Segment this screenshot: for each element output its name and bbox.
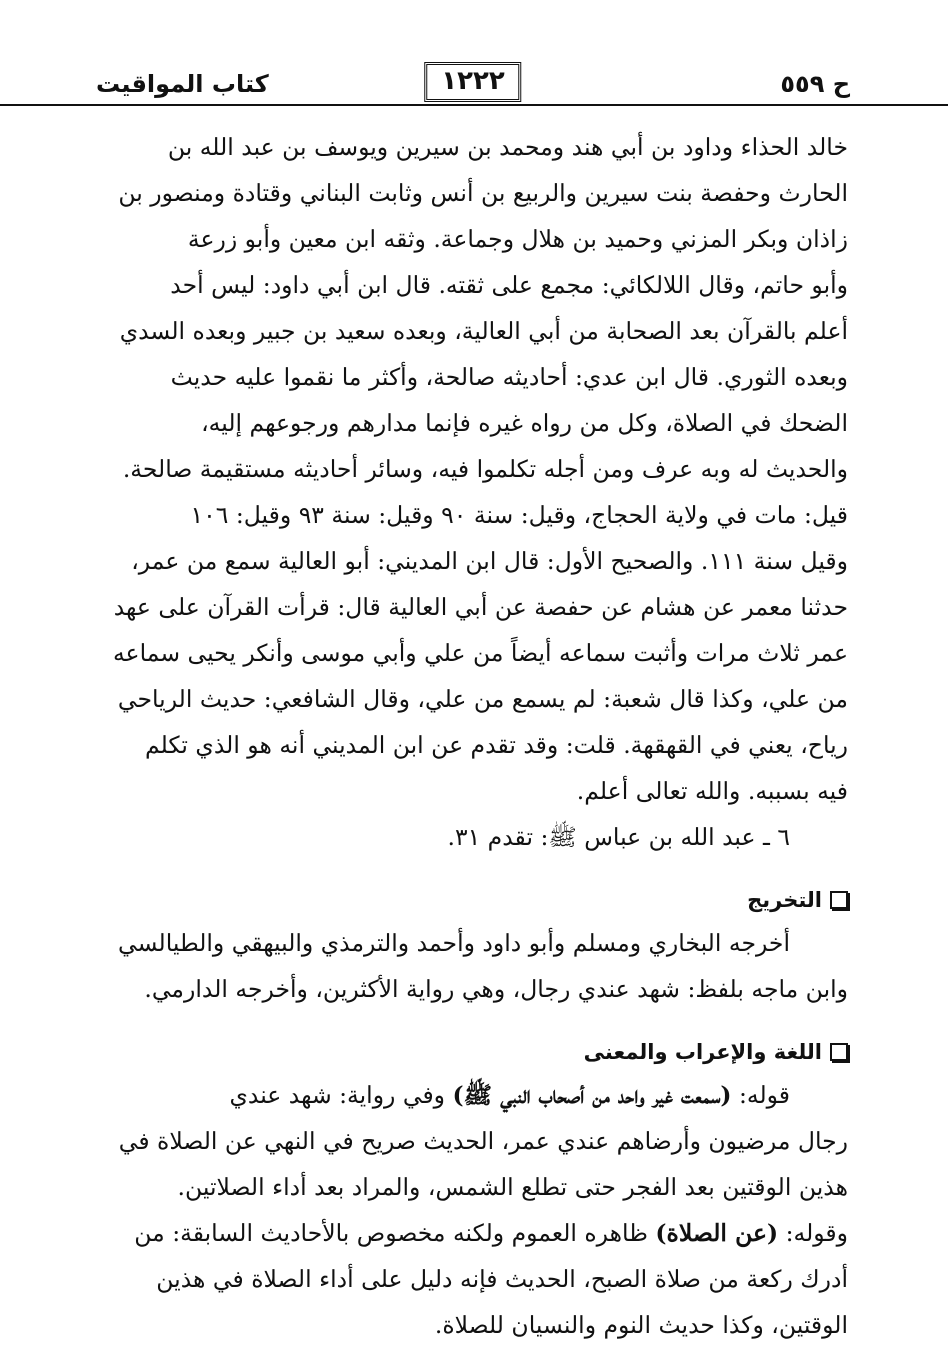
checkbox-icon [830,1043,848,1061]
page-number: ١٢٢٢ [424,62,521,102]
lugha-line: الوقتين، وكذا حديث النوم والنسيان للصلاة. [434,1311,848,1339]
lugha-line: أدرك ركعة من صلاة الصبح، الحديث فإنه دليل على أداء الصلاة في هذين [156,1265,848,1293]
hadith-number: ح ٥٥٩ [780,70,850,98]
page-header [96,58,850,110]
checkbox-icon [830,891,848,909]
quoted-phrase: (عن الصلاة) [655,1219,779,1247]
header-rule [0,104,948,106]
main-text [96,124,848,1348]
narrator-biography [96,124,848,814]
item-6: ٦ ـ عبد الله بن عباس ﷺ: تقدم ٣١. [447,823,790,851]
text-line: أعلم بالقرآن بعد الصحابة من أبي العالية، وبعده سعيد بن جبير وبعده السدي [119,317,848,345]
text-run: ظاهره العموم ولكنه مخصوص بالأحاديث السابقة: من [134,1219,656,1247]
text-line: فيه بسببه. والله تعالى أعلم. [576,777,848,805]
text-line: الحارث وحفصة بنت سيرين والربيع بن أنس وثابت البناني وقتادة ومنصور بن [118,179,848,207]
takhrij-line: وابن ماجه بلفظ: شهد عندي رجال، وهي رواية الأكثرين، وأخرجه الدارمي. [144,975,848,1003]
lugha-line: هذين الوقتين بعد الفجر حتى تطلع الشمس، والمراد بعد أداء الصلاتين. [177,1173,848,1201]
text-line: من علي، وكذا قال شعبة: لم يسمع من علي، وقال الشافعي: حديث الرياحي [117,685,848,713]
lugha-line [96,1072,848,1118]
text-line: رياح، يعني في القهقهة. قلت: وقد تقدم عن ابن المديني أنه هو الذي تكلم [145,731,848,759]
text-line: خالد الحذاء وداود بن أبي هند ومحمد بن سيرين ويوسف بن عبد الله بن [167,133,848,161]
text-line: وبعده الثوري. قال ابن عدي: أحاديثه صالحة، وأكثر ما نقموا عليه حديث [170,363,848,391]
text-line: حدثنا معمر عن هشام عن حفصة عن أبي العالية قال: قرأت القرآن على عهد [113,593,848,621]
text-line: زاذان وبكر المزني وحميد بن هلال وجماعة. وثقه ابن معين وأبو زرعة [187,225,848,253]
text-line: وقيل سنة ١١١. والصحيح الأول: قال ابن المديني: أبو العالية سمع من عمر، [131,547,848,575]
text-line: وأبو حاتم، وقال اللالكائي: مجمع على ثقته. قال ابن أبي داود: ليس أحد [170,271,848,299]
section-heading-takhrij [96,880,848,920]
text-line: الضحك في الصلاة، وكل من رواه غيره فإنما مدارهم ورجوعهم إليه، [201,409,848,437]
section-heading-lugha [96,1032,848,1072]
takhrij-line: أخرجه البخاري ومسلم وأبو داود وأحمد والترمذي والبيهقي والطيالسي [118,929,790,957]
text-run: قوله: [731,1081,790,1109]
quoted-phrase: (سمعت غير واحد من أصحاب النبي ﷺ) [452,1081,732,1109]
text-run: وفي رواية: شهد عندي [229,1081,453,1109]
text-line: قيل: مات في ولاية الحجاج، وقيل: سنة ٩٠ وقيل: سنة ٩٣ وقيل: ١٠٦ [190,501,848,529]
text-line: عمر ثلاث مرات وأثبت سماعه أيضاً من علي وأبي موسى وأنكر يحيى سماعه [112,639,848,667]
running-title: كتاب المواقيت [96,70,269,98]
text-line: والحديث له وبه عرف ومن أجله تكلموا فيه، وسائر أحاديثه مستقيمة صالحة. [122,455,848,483]
text-run: وقوله: [778,1219,848,1247]
lugha-line [96,1210,848,1256]
section-title: اللغة والإعراب والمعنى [583,1040,822,1064]
section-title: التخريج [747,888,822,912]
lugha-line: رجال مرضيون وأرضاهم عندي عمر، الحديث صريح في النهي عن الصلاة في [118,1127,848,1155]
